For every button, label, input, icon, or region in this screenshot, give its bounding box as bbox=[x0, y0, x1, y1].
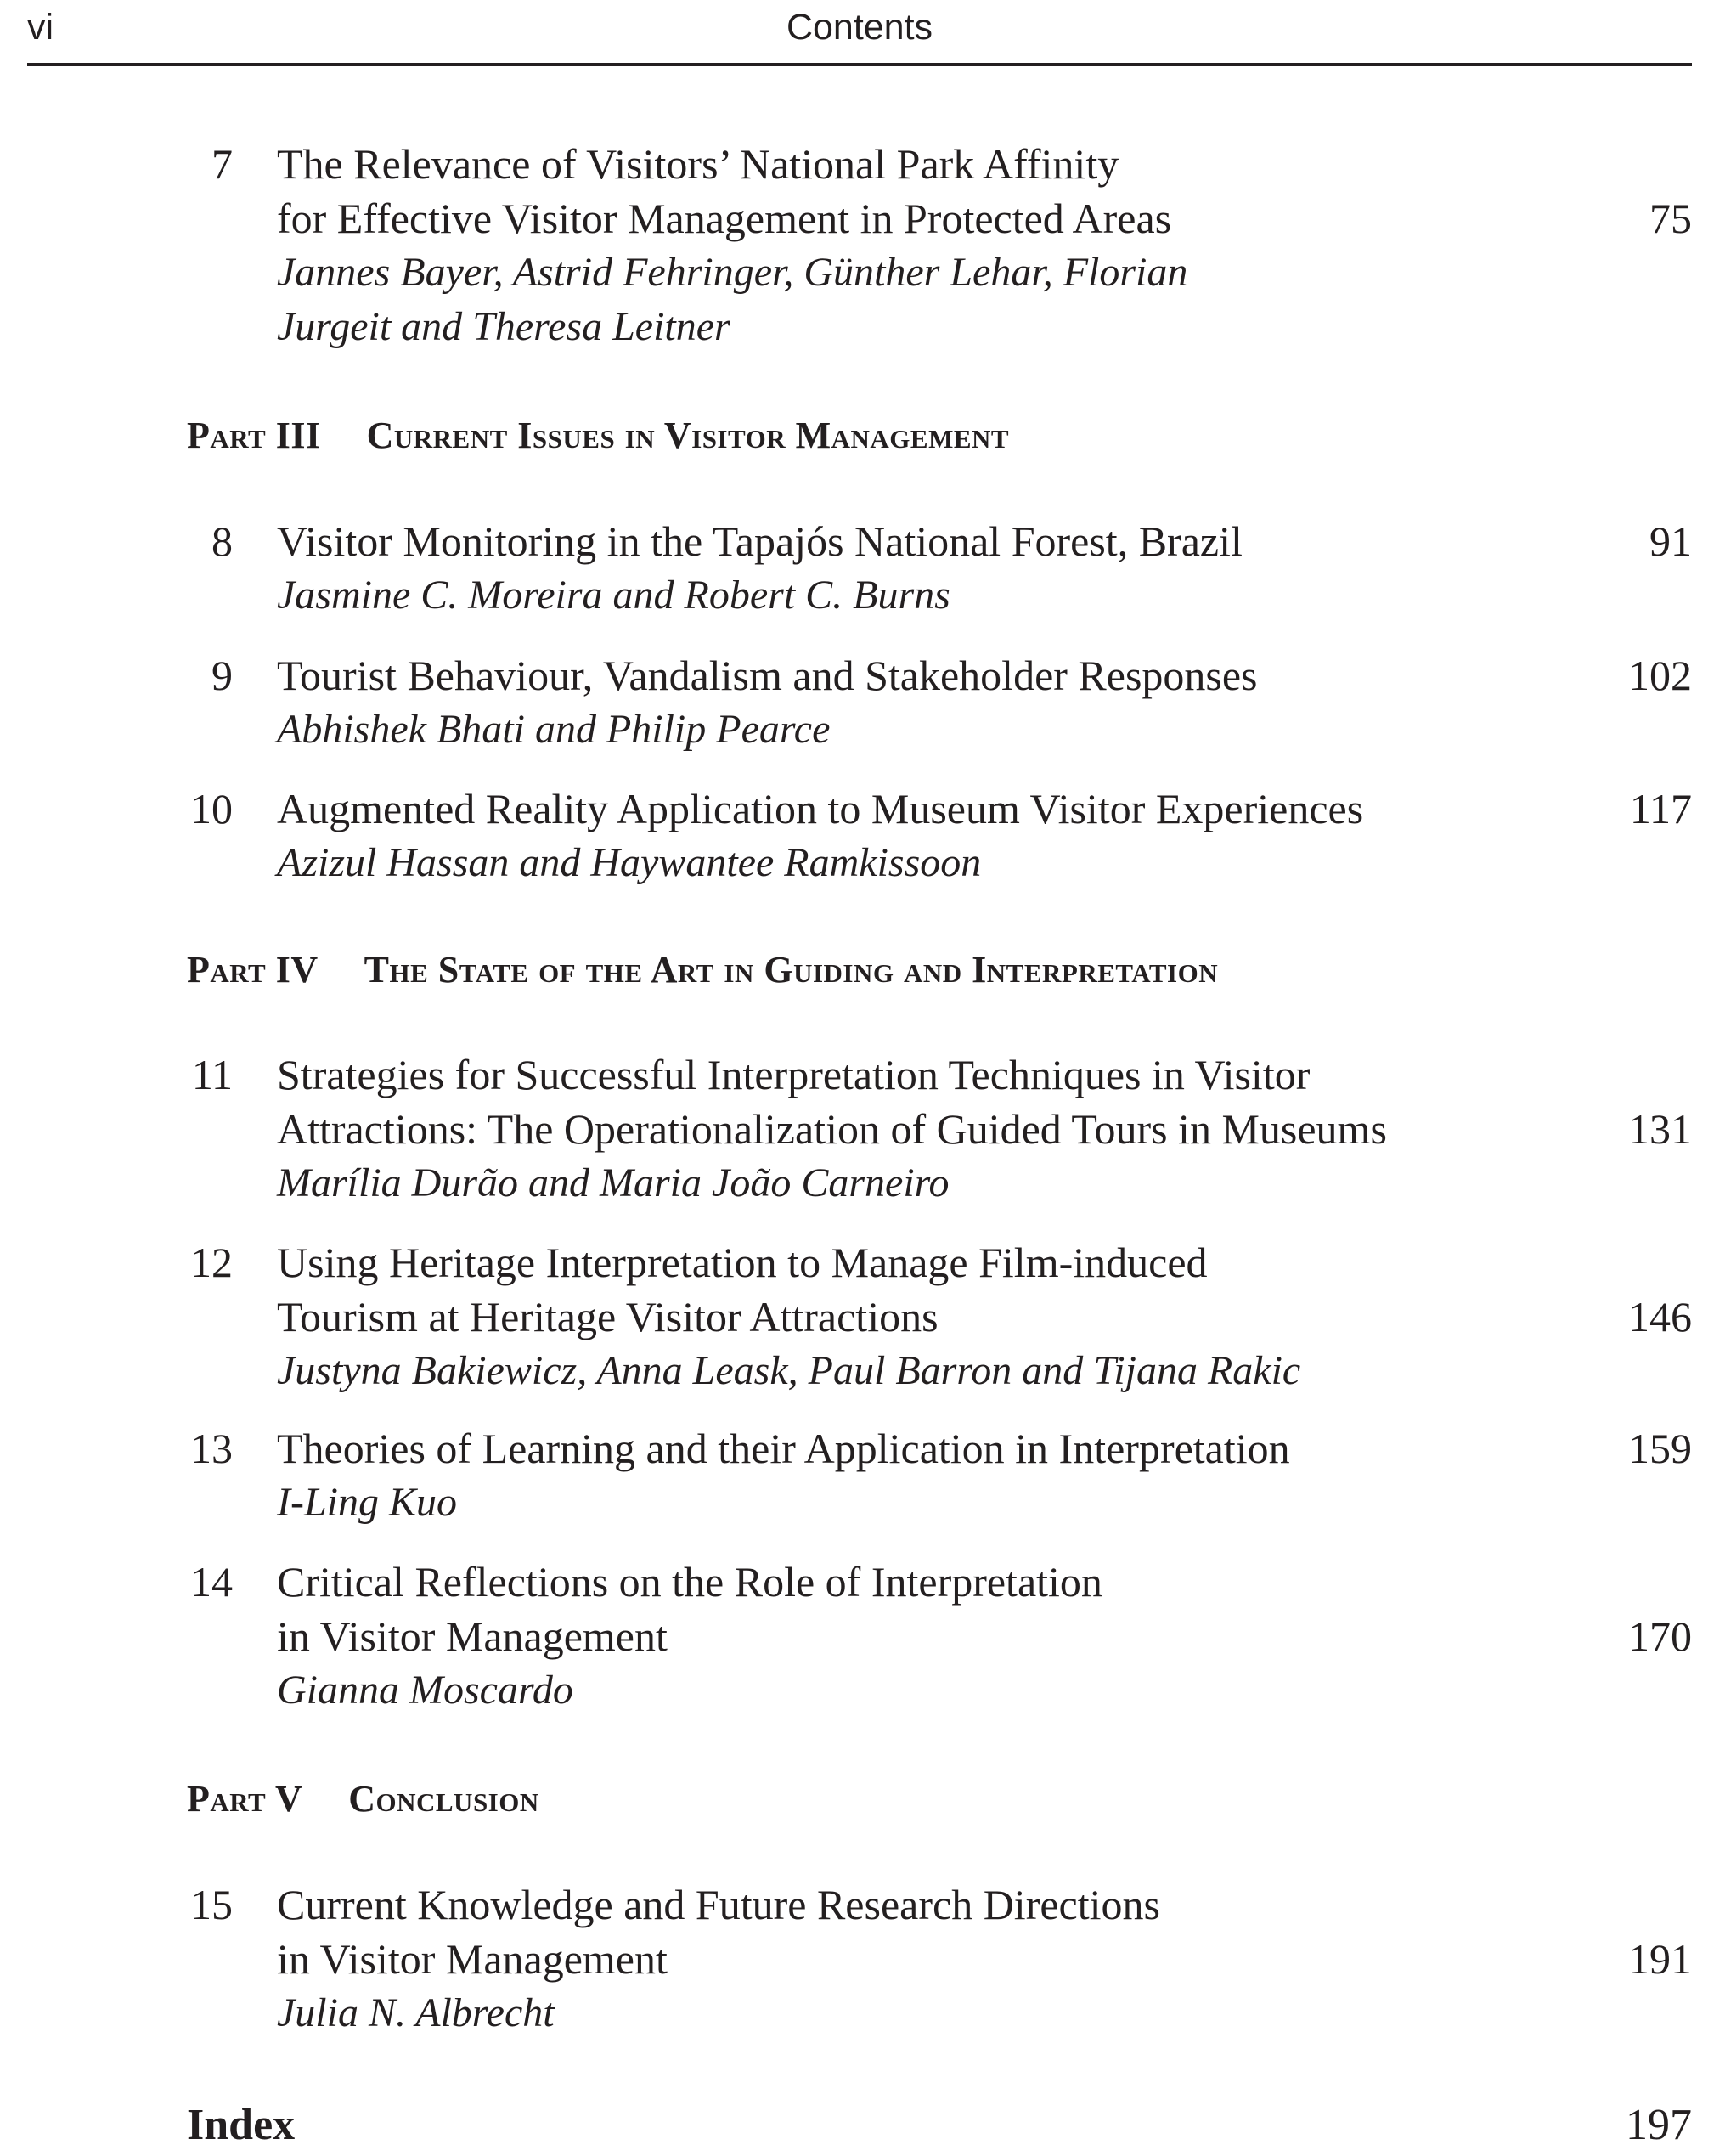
toc-entry-chapter-8[interactable] bbox=[187, 514, 1692, 623]
toc-entry-chapter-11[interactable] bbox=[187, 1047, 1692, 1211]
chapter-title bbox=[277, 1877, 1568, 1986]
chapter-authors bbox=[277, 1663, 573, 1718]
chapter-number: 12 bbox=[190, 1239, 233, 1286]
chapter-title bbox=[277, 1555, 1568, 1663]
chapter-title-line: Visitor Monitoring in the Tapajós National Forest, Brazil bbox=[277, 517, 1243, 565]
chapter-page-number: 102 bbox=[1628, 652, 1692, 699]
chapter-title-line: in Visitor Management bbox=[277, 1935, 668, 1983]
chapter-authors-line: Azizul Hassan and Haywantee Ramkissoon bbox=[277, 840, 982, 885]
chapter-authors-line: Jannes Bayer, Astrid Fehringer, Günther Lehar, Florian bbox=[277, 250, 1188, 295]
chapter-title-line: Tourist Behaviour, Vandalism and Stakeholder Responses bbox=[277, 652, 1258, 699]
chapter-title bbox=[277, 782, 1568, 836]
chapter-title-line: for Effective Visitor Management in Protected Areas bbox=[277, 195, 1172, 242]
part-heading-4 bbox=[187, 945, 1218, 996]
chapter-authors bbox=[277, 1344, 1300, 1398]
chapter-authors bbox=[277, 836, 981, 890]
chapter-authors-line: Jurgeit and Theresa Leitner bbox=[277, 304, 730, 349]
part-label: Part V bbox=[187, 1778, 303, 1820]
part-heading-5 bbox=[187, 1774, 539, 1825]
part-title: Current Issues in Visitor Management bbox=[366, 415, 1010, 456]
chapter-number: 15 bbox=[190, 1881, 233, 1928]
chapter-page-number: 159 bbox=[1628, 1425, 1692, 1472]
chapter-number: 7 bbox=[211, 140, 233, 188]
chapter-title bbox=[277, 137, 1568, 246]
chapter-title bbox=[277, 648, 1568, 703]
chapter-title bbox=[277, 514, 1568, 568]
index-page-number: 197 bbox=[1626, 2101, 1692, 2149]
part-title: The State of the Art in Guiding and Interpretation bbox=[364, 949, 1219, 991]
chapter-title-line: Augmented Reality Application to Museum Visitor Experiences bbox=[277, 785, 1364, 832]
chapter-authors bbox=[277, 246, 1187, 354]
chapter-title bbox=[277, 1421, 1568, 1476]
chapter-authors-line: I-Ling Kuo bbox=[277, 1480, 458, 1525]
part-label: Part III bbox=[187, 415, 321, 456]
index-label: Index bbox=[187, 2101, 296, 2149]
chapter-page-number: 75 bbox=[1649, 195, 1692, 242]
chapter-title-line: Tourism at Heritage Visitor Attractions bbox=[277, 1293, 939, 1340]
chapter-page-number: 191 bbox=[1628, 1935, 1692, 1983]
chapter-authors bbox=[277, 1156, 950, 1211]
chapter-authors-line: Justyna Bakiewicz, Anna Leask, Paul Barron and Tijana Rakic bbox=[277, 1348, 1301, 1393]
toc-entry-chapter-7[interactable] bbox=[187, 137, 1692, 354]
page-number: vi bbox=[27, 7, 54, 48]
chapter-authors-line: Gianna Moscardo bbox=[277, 1668, 573, 1713]
chapter-page-number: 170 bbox=[1628, 1612, 1692, 1660]
chapter-number: 9 bbox=[211, 652, 233, 699]
chapter-authors bbox=[277, 703, 830, 757]
chapter-number: 13 bbox=[190, 1425, 233, 1472]
toc-entry-chapter-13[interactable] bbox=[187, 1421, 1692, 1530]
toc-entry-index[interactable] bbox=[187, 2098, 1692, 2153]
part-label: Part IV bbox=[187, 949, 319, 991]
toc-entry-chapter-14[interactable] bbox=[187, 1555, 1692, 1718]
chapter-authors bbox=[277, 1986, 555, 2040]
chapter-title-line: in Visitor Management bbox=[277, 1612, 668, 1660]
chapter-page-number: 91 bbox=[1649, 517, 1692, 565]
toc-entry-chapter-15[interactable] bbox=[187, 1877, 1692, 2040]
chapter-authors bbox=[277, 568, 950, 623]
chapter-number: 10 bbox=[190, 785, 233, 832]
chapter-title-line: Attractions: The Operationalization of Guided Tours in Museums bbox=[277, 1105, 1387, 1153]
toc-entry-chapter-10[interactable] bbox=[187, 782, 1692, 890]
chapter-title-line: Strategies for Successful Interpretation Techniques in Visitor bbox=[277, 1051, 1311, 1098]
chapter-page-number: 117 bbox=[1629, 785, 1692, 832]
chapter-title bbox=[277, 1047, 1568, 1156]
chapter-number: 8 bbox=[211, 517, 233, 565]
chapter-number: 11 bbox=[191, 1051, 233, 1098]
toc-entry-chapter-9[interactable] bbox=[187, 648, 1692, 757]
chapter-authors-line: Marília Durão and Maria João Carneiro bbox=[277, 1160, 950, 1205]
part-title: Conclusion bbox=[348, 1778, 539, 1820]
chapter-title-line: Current Knowledge and Future Research Directions bbox=[277, 1881, 1160, 1928]
chapter-page-number: 131 bbox=[1628, 1105, 1692, 1153]
chapter-authors-line: Abhishek Bhati and Philip Pearce bbox=[277, 707, 831, 752]
chapter-authors bbox=[277, 1476, 457, 1530]
chapter-page-number: 146 bbox=[1628, 1293, 1692, 1340]
chapter-title-line: The Relevance of Visitors’ National Park Affinity bbox=[277, 140, 1119, 188]
section-title: Contents bbox=[786, 7, 933, 48]
chapter-authors-line: Jasmine C. Moreira and Robert C. Burns bbox=[277, 573, 950, 618]
chapter-title-line: Theories of Learning and their Application in Interpretation bbox=[277, 1425, 1290, 1472]
chapter-title-line: Critical Reflections on the Role of Interpretation bbox=[277, 1558, 1102, 1606]
chapter-authors-line: Julia N. Albrecht bbox=[277, 1990, 555, 2035]
chapter-title-line: Using Heritage Interpretation to Manage Film-induced bbox=[277, 1239, 1208, 1286]
chapter-title bbox=[277, 1235, 1568, 1344]
chapter-number: 14 bbox=[190, 1558, 233, 1606]
part-heading-3 bbox=[187, 410, 1009, 461]
toc-entry-chapter-12[interactable] bbox=[187, 1235, 1692, 1398]
